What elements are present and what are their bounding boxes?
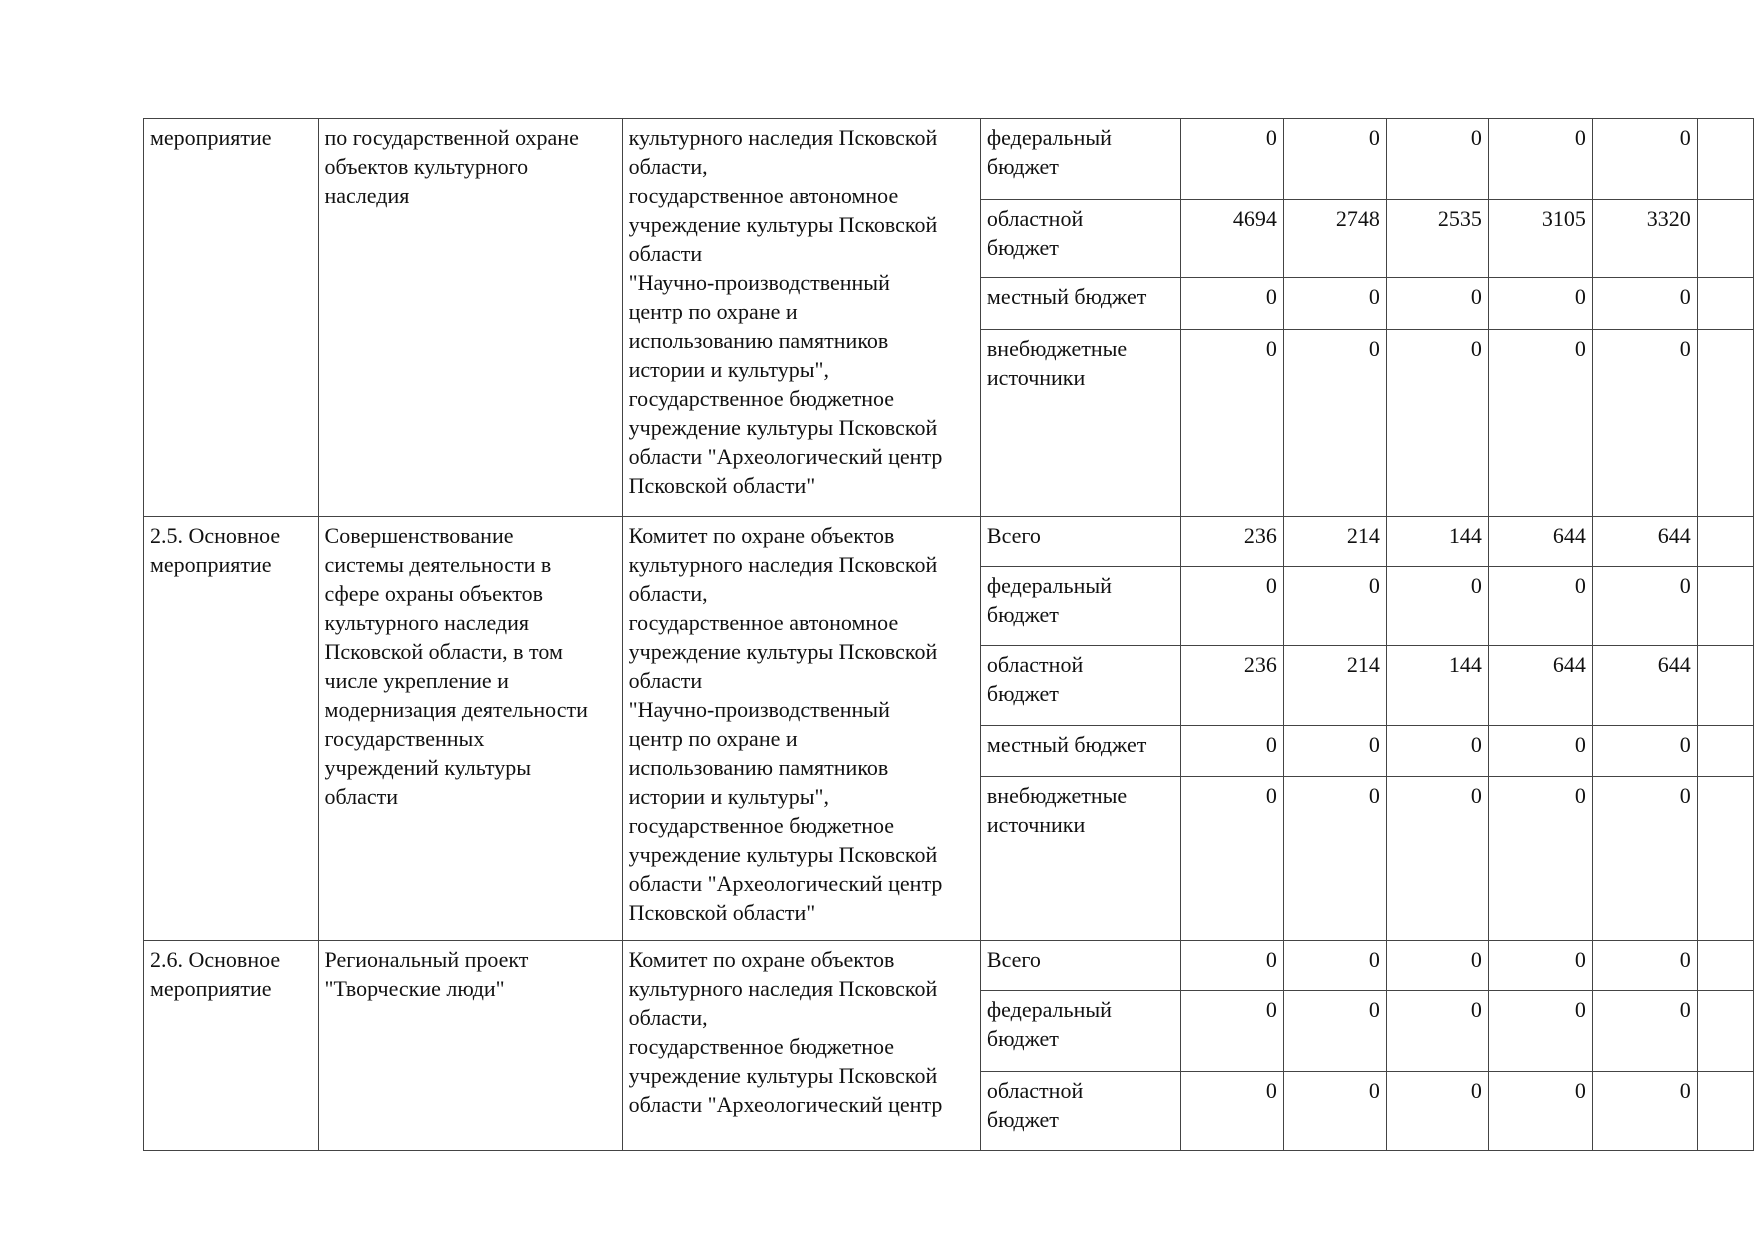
funding-value: 0 <box>1386 330 1488 517</box>
funding-value: 0 <box>1592 330 1697 517</box>
funding-value: 0 <box>1283 567 1386 646</box>
funding-value: 0 <box>1386 119 1488 200</box>
table-row <box>144 517 1754 567</box>
funding-value: 0 <box>1488 1072 1592 1151</box>
cut-off-column <box>1697 726 1753 777</box>
funding-value: 0 <box>1386 278 1488 330</box>
funding-value: 214 <box>1283 646 1386 726</box>
cut-off-column <box>1697 278 1753 330</box>
funding-value: 0 <box>1180 777 1283 941</box>
cut-off-column <box>1697 330 1753 517</box>
funding-value: 3105 <box>1488 200 1592 278</box>
funding-value: 0 <box>1386 777 1488 941</box>
funding-value: 0 <box>1488 567 1592 646</box>
funding-value: 0 <box>1488 726 1592 777</box>
activity-name: по государственной охране объектов культурного наследия <box>318 119 622 517</box>
cut-off-column <box>1697 941 1753 991</box>
funding-source: федеральный бюджет <box>980 991 1180 1072</box>
funding-value: 0 <box>1386 1072 1488 1151</box>
table-row <box>144 941 1754 991</box>
funding-value: 0 <box>1386 991 1488 1072</box>
cut-off-column <box>1697 119 1753 200</box>
funding-value: 0 <box>1592 567 1697 646</box>
funding-source: федеральный бюджет <box>980 567 1180 646</box>
funding-source: областной бюджет <box>980 646 1180 726</box>
funding-value: 4694 <box>1180 200 1283 278</box>
funding-source: областной бюджет <box>980 200 1180 278</box>
funding-value: 236 <box>1180 646 1283 726</box>
funding-value: 0 <box>1386 941 1488 991</box>
funding-value: 644 <box>1488 517 1592 567</box>
funding-value: 0 <box>1180 1072 1283 1151</box>
funding-value: 0 <box>1592 278 1697 330</box>
activity-code: мероприятие <box>144 119 319 517</box>
funding-value: 144 <box>1386 646 1488 726</box>
funding-value: 0 <box>1488 330 1592 517</box>
funding-value: 0 <box>1488 278 1592 330</box>
funding-source: федеральный бюджет <box>980 119 1180 200</box>
cut-off-column <box>1697 646 1753 726</box>
funding-value: 0 <box>1592 941 1697 991</box>
funding-value: 0 <box>1592 1072 1697 1151</box>
funding-value: 0 <box>1180 567 1283 646</box>
activity-code: 2.6. Основное мероприятие <box>144 941 319 1151</box>
activity-name: Региональный проект "Творческие люди" <box>318 941 622 1151</box>
funding-value: 0 <box>1488 991 1592 1072</box>
budget-table <box>143 118 1754 1151</box>
funding-value: 0 <box>1592 726 1697 777</box>
funding-value: 0 <box>1592 991 1697 1072</box>
funding-value: 644 <box>1592 517 1697 567</box>
funding-value: 0 <box>1283 1072 1386 1151</box>
funding-value: 144 <box>1386 517 1488 567</box>
funding-value: 0 <box>1283 991 1386 1072</box>
funding-value: 0 <box>1592 777 1697 941</box>
funding-value: 2748 <box>1283 200 1386 278</box>
activity-name: Совершенствование системы деятельности в сфере охраны объектов культурного наследия Псковской области, в том числе укрепление и модернизация деятельности государственных учреждений культуры области <box>318 517 622 941</box>
cut-off-column <box>1697 777 1753 941</box>
funding-value: 0 <box>1180 330 1283 517</box>
funding-value: 0 <box>1488 119 1592 200</box>
funding-value: 0 <box>1283 278 1386 330</box>
funding-value: 0 <box>1283 777 1386 941</box>
funding-value: 0 <box>1180 941 1283 991</box>
funding-value: 0 <box>1180 726 1283 777</box>
funding-source: внебюджетные источники <box>980 330 1180 517</box>
funding-source: местный бюджет <box>980 726 1180 777</box>
funding-value: 2535 <box>1386 200 1488 278</box>
funding-value: 0 <box>1592 119 1697 200</box>
funding-source: внебюджетные источники <box>980 777 1180 941</box>
cut-off-column <box>1697 567 1753 646</box>
funding-value: 0 <box>1386 726 1488 777</box>
funding-source: местный бюджет <box>980 278 1180 330</box>
funding-value: 3320 <box>1592 200 1697 278</box>
funding-source: Всего <box>980 517 1180 567</box>
funding-source: Всего <box>980 941 1180 991</box>
cut-off-column <box>1697 1072 1753 1151</box>
funding-value: 214 <box>1283 517 1386 567</box>
cut-off-column <box>1697 200 1753 278</box>
funding-value: 0 <box>1180 991 1283 1072</box>
activity-executor: культурного наследия Псковской области, государственное автономное учреждение культуры Псковской области "Научно-производственный центр по охране и использованию памятников истории и культуры", государственное бюджетное учреждение культуры Псковской области "Археологический центр Псковской области" <box>622 119 980 517</box>
funding-value: 0 <box>1180 278 1283 330</box>
activity-code: 2.5. Основное мероприятие <box>144 517 319 941</box>
funding-value: 644 <box>1488 646 1592 726</box>
funding-value: 0 <box>1283 119 1386 200</box>
cut-off-column <box>1697 991 1753 1072</box>
activity-executor: Комитет по охране объектов культурного наследия Псковской области, государственное бюджетное учреждение культуры Псковской области "Археологический центр <box>622 941 980 1151</box>
activity-executor: Комитет по охране объектов культурного наследия Псковской области, государственное автономное учреждение культуры Псковской области "Научно-производственный центр по охране и использованию памятников истории и культуры", государственное бюджетное учреждение культуры Псковской области "Археологический центр Псковской области" <box>622 517 980 941</box>
funding-value: 0 <box>1283 330 1386 517</box>
cut-off-column <box>1697 517 1753 567</box>
funding-value: 644 <box>1592 646 1697 726</box>
funding-value: 0 <box>1488 777 1592 941</box>
funding-value: 0 <box>1283 941 1386 991</box>
funding-value: 236 <box>1180 517 1283 567</box>
funding-value: 0 <box>1488 941 1592 991</box>
funding-value: 0 <box>1386 567 1488 646</box>
funding-source: областной бюджет <box>980 1072 1180 1151</box>
funding-value: 0 <box>1180 119 1283 200</box>
funding-value: 0 <box>1283 726 1386 777</box>
table-row <box>144 119 1754 200</box>
